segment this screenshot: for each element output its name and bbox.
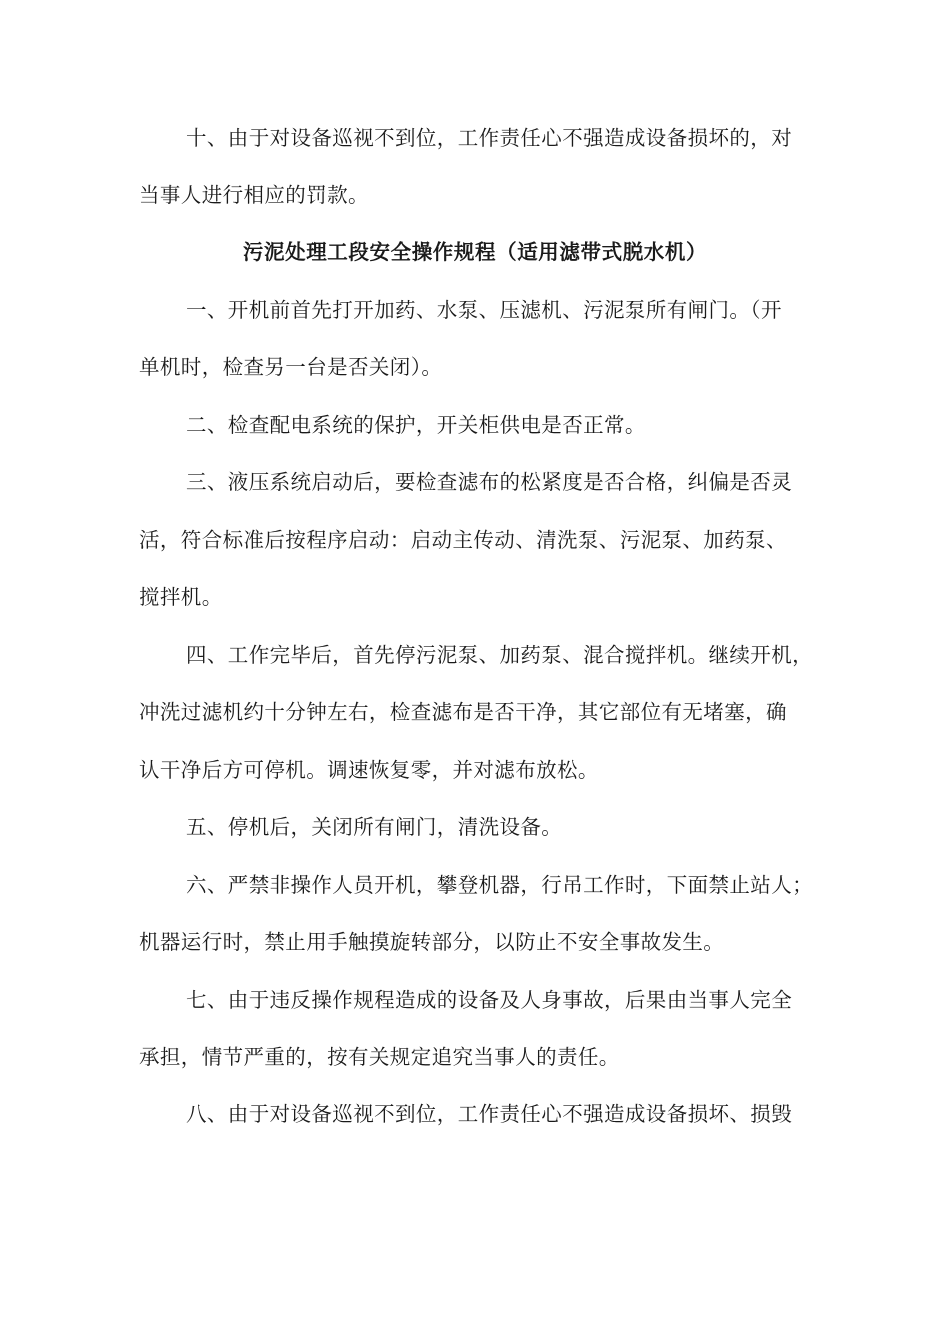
paragraph-7-line-2: 承担，情节严重的，按有关规定追究当事人的责任。 [139,1045,620,1069]
paragraph-4-line-3: 认干净后方可停机。调速恢复零，并对滤布放松。 [139,758,599,782]
paragraph-6-line-1: 六、严禁非操作人员开机，攀登机器，行吊工作时，下面禁止站人； [186,873,813,897]
paragraph-10-line-2: 当事人进行相应的罚款。 [139,183,369,207]
paragraph-6-line-2: 机器运行时，禁止用手触摸旋转部分，以防止不安全事故发生。 [139,930,725,954]
paragraph-4-line-1: 四、工作完毕后，首先停污泥泵、加药泵、混合搅拌机。继续开机， [186,643,813,667]
paragraph-4-line-2: 冲洗过滤机约十分钟左右，检查滤布是否干净，其它部位有无堵塞，确 [139,700,787,724]
paragraph-3-line-2: 活，符合标准后按程序启动：启动主传动、清洗泵、污泥泵、加药泵、 [139,528,787,552]
paragraph-3-line-3: 搅拌机。 [139,585,223,609]
paragraph-5-line-1: 五、停机后，关闭所有闸门，清洗设备。 [186,815,563,839]
paragraph-1-line-2: 单机时，检查另一台是否关闭）。 [139,355,443,379]
section-title: 污泥处理工段安全操作规程（适用滤带式脱水机） [242,240,708,264]
paragraph-7-line-1: 七、由于违反操作规程造成的设备及人身事故，后果由当事人完全 [186,988,793,1012]
paragraph-8-line-1: 八、由于对设备巡视不到位，工作责任心不强造成设备损坏、损毁 [186,1102,793,1126]
paragraph-3-line-1: 三、液压系统启动后，要检查滤布的松紧度是否合格，纠偏是否灵 [186,470,793,494]
paragraph-2-line-1: 二、检查配电系统的保护，开关柜供电是否正常。 [186,413,646,437]
paragraph-1-line-1: 一、开机前首先打开加药、水泵、压滤机、污泥泵所有闸门。（开 [186,298,782,322]
paragraph-10-line-1: 十、由于对设备巡视不到位，工作责任心不强造成设备损坏的，对 [186,126,793,150]
